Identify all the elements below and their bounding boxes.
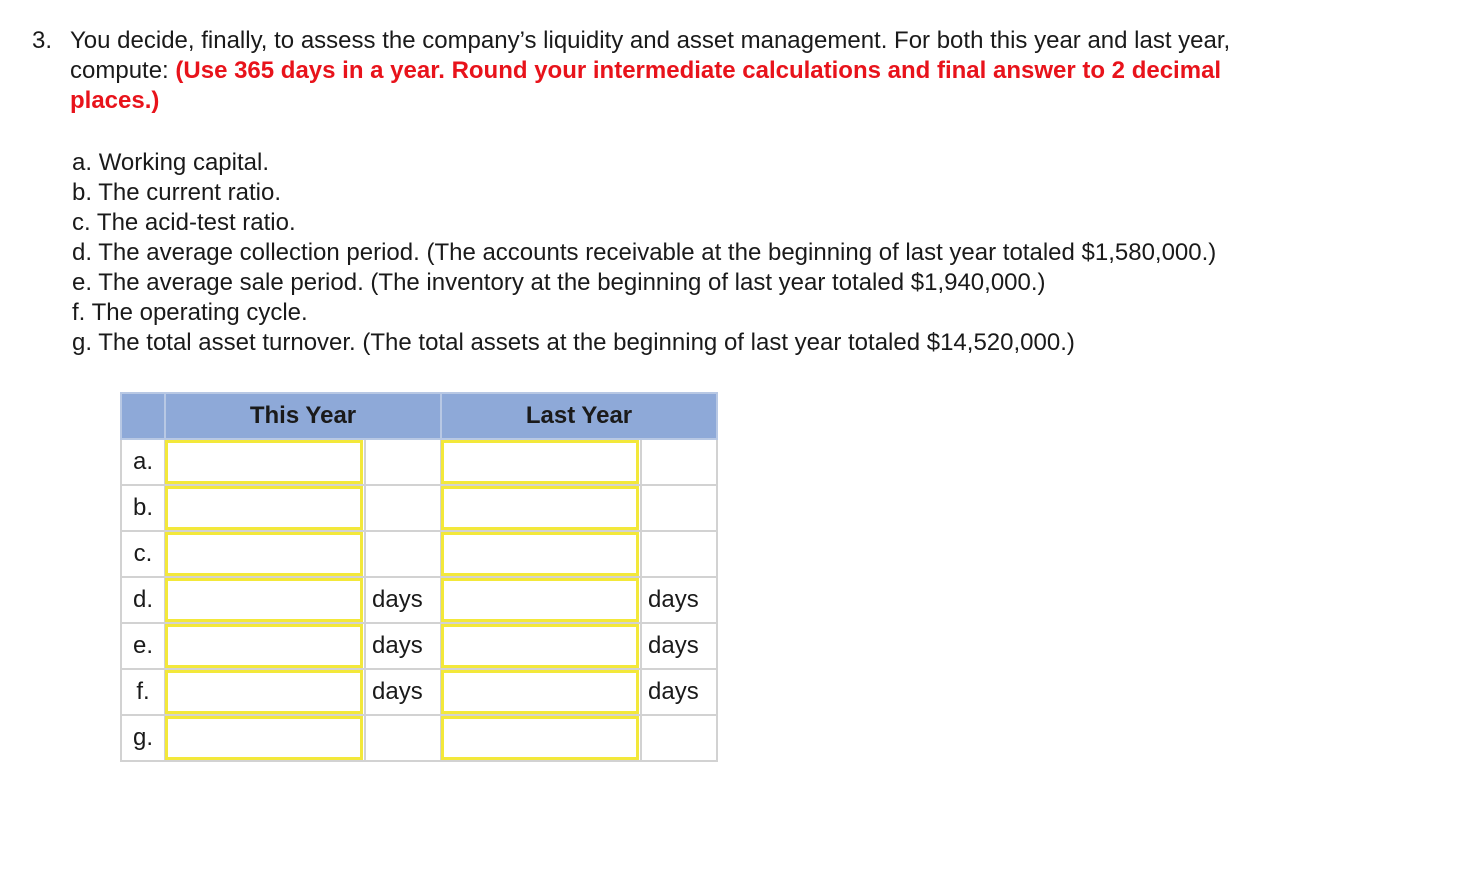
last-year-unit: days — [641, 577, 717, 623]
row-label: a. — [121, 439, 165, 485]
item-e — [72, 268, 1216, 298]
last-year-unit: days — [641, 623, 717, 669]
item-letter: b. — [72, 179, 93, 206]
question-instruction: (Use 365 days in a year. Round your intermediate calculations and final answer to 2 decimal places.) — [70, 57, 1222, 114]
item-text: The operating cycle. — [85, 299, 308, 326]
this-year-cell — [165, 439, 365, 485]
row-label: d. — [121, 577, 165, 623]
table-row — [121, 485, 717, 531]
item-f — [72, 298, 1216, 328]
table-row — [121, 715, 717, 761]
table-row — [121, 531, 717, 577]
item-d — [72, 238, 1216, 268]
last-year-input-d[interactable] — [441, 578, 639, 622]
item-text: The current ratio. — [98, 179, 281, 206]
this-year-cell — [165, 623, 365, 669]
this-year-cell — [165, 669, 365, 715]
this-year-unit — [365, 531, 441, 577]
last-year-unit — [641, 439, 717, 485]
item-letter: f. — [72, 299, 86, 326]
table-row — [121, 623, 717, 669]
last-year-cell — [441, 577, 641, 623]
table-row — [121, 577, 717, 623]
this-year-input-a[interactable] — [165, 440, 363, 484]
last-year-input-b[interactable] — [441, 486, 639, 530]
this-year-unit — [365, 485, 441, 531]
this-year-input-b[interactable] — [165, 486, 363, 530]
last-year-cell — [441, 439, 641, 485]
last-year-cell — [441, 485, 641, 531]
this-year-unit: days — [365, 669, 441, 715]
item-text: Working capital. — [98, 149, 269, 176]
last-year-unit — [641, 715, 717, 761]
this-year-unit — [365, 715, 441, 761]
last-year-unit — [641, 531, 717, 577]
item-letter: e. — [72, 269, 93, 296]
answer-table — [120, 392, 718, 762]
this-year-input-f[interactable] — [165, 670, 363, 714]
last-year-cell — [441, 623, 641, 669]
last-year-cell — [441, 531, 641, 577]
this-year-input-d[interactable] — [165, 578, 363, 622]
header-blank-cell — [121, 393, 165, 439]
this-year-unit: days — [365, 623, 441, 669]
table-row — [121, 439, 717, 485]
last-year-cell — [441, 715, 641, 761]
item-text: The average collection period. (The accounts receivable at the beginning of last year totaled $1,580,000.) — [98, 239, 1217, 266]
item-g — [72, 328, 1216, 358]
item-list — [72, 148, 1216, 358]
last-year-unit — [641, 485, 717, 531]
item-letter: a. — [72, 149, 93, 176]
row-label: e. — [121, 623, 165, 669]
question-number: 3. — [32, 27, 53, 54]
table-row — [121, 669, 717, 715]
last-year-cell — [441, 669, 641, 715]
item-letter: g. — [72, 329, 93, 356]
header-last-year: Last Year — [441, 393, 717, 439]
this-year-input-c[interactable] — [165, 532, 363, 576]
question-body: You decide, finally, to assess the company’s liquidity and asset management. For both this year and last year, compute: — [70, 27, 1231, 84]
last-year-input-f[interactable] — [441, 670, 639, 714]
this-year-cell — [165, 485, 365, 531]
item-letter: d. — [72, 239, 93, 266]
item-c — [72, 208, 1216, 238]
item-text: The total asset turnover. (The total assets at the beginning of last year totaled $14,520,000.) — [98, 329, 1075, 356]
question-text — [70, 26, 1312, 116]
this-year-input-e[interactable] — [165, 624, 363, 668]
row-label: f. — [121, 669, 165, 715]
this-year-cell — [165, 531, 365, 577]
item-letter: c. — [72, 209, 91, 236]
this-year-unit — [365, 439, 441, 485]
last-year-input-a[interactable] — [441, 440, 639, 484]
last-year-input-c[interactable] — [441, 532, 639, 576]
last-year-unit: days — [641, 669, 717, 715]
item-a — [72, 148, 1216, 178]
table-header-row — [121, 393, 717, 439]
question-block — [32, 26, 1312, 116]
item-b — [72, 178, 1216, 208]
row-label: g. — [121, 715, 165, 761]
this-year-unit: days — [365, 577, 441, 623]
row-label: b. — [121, 485, 165, 531]
row-label: c. — [121, 531, 165, 577]
item-text: The average sale period. (The inventory at the beginning of last year totaled $1,940,000.) — [98, 269, 1046, 296]
item-text: The acid-test ratio. — [96, 209, 296, 236]
header-this-year: This Year — [165, 393, 441, 439]
last-year-input-g[interactable] — [441, 716, 639, 760]
this-year-input-g[interactable] — [165, 716, 363, 760]
this-year-cell — [165, 577, 365, 623]
last-year-input-e[interactable] — [441, 624, 639, 668]
this-year-cell — [165, 715, 365, 761]
